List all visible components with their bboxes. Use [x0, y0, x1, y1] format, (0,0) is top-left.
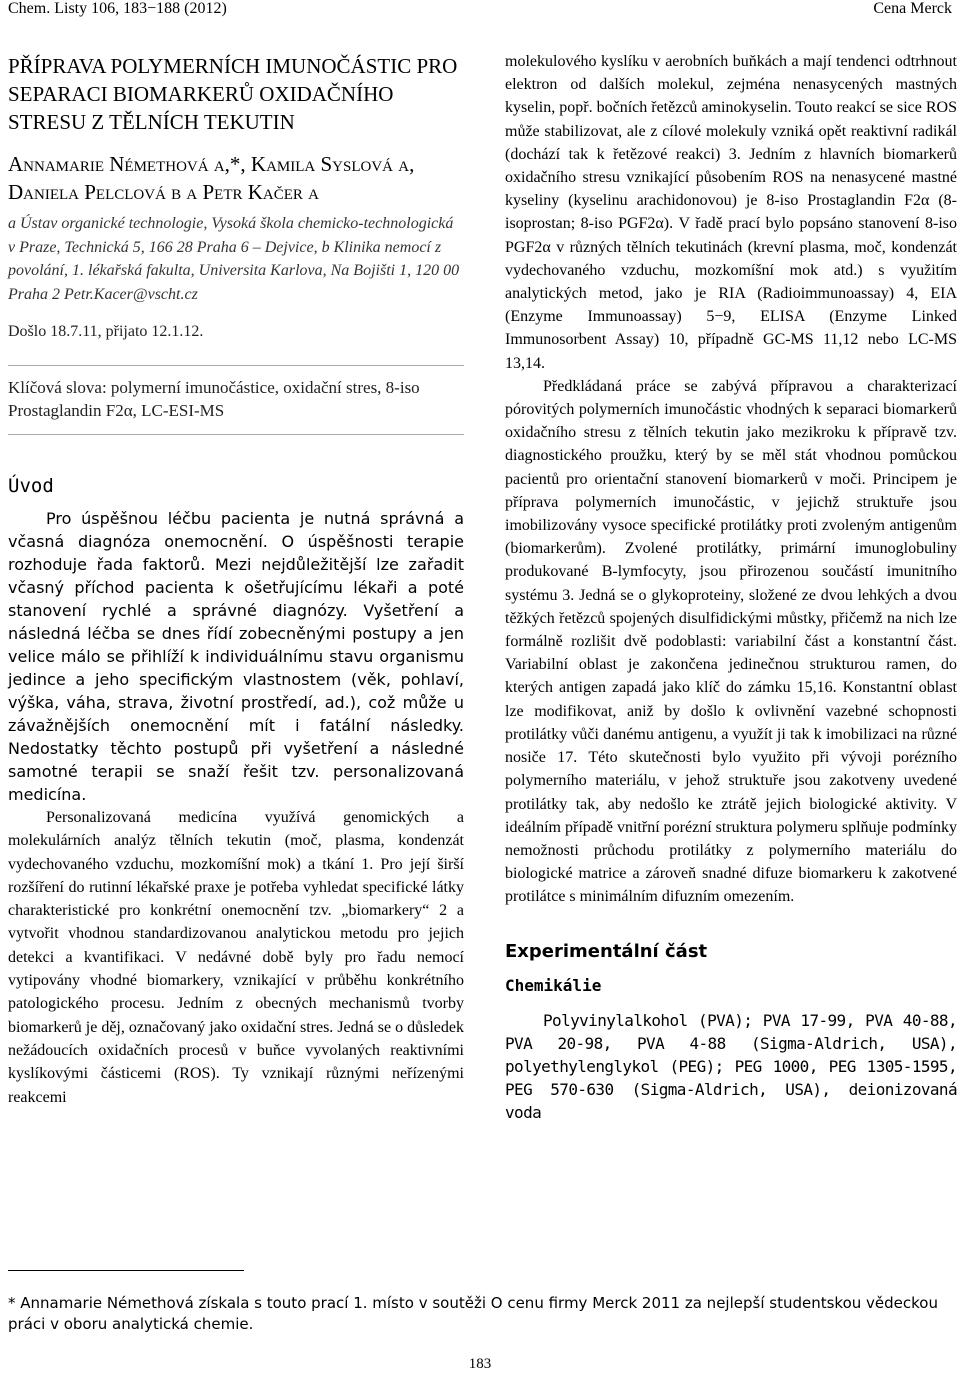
footnote-rule [8, 1270, 244, 1271]
left-column [8, 52, 464, 1109]
chemicals-paragraph: Polyvinylalkohol (PVA); PVA 17-99, PVA 40-88, PVA 20-98, PVA 4-88 (Sigma-Aldrich, USA), polyethylenglykol (PEG); PEG 1000, PEG 1305-1595, PEG 570-630 (Sigma-Aldrich, USA), deionizovaná voda [505, 1010, 957, 1122]
intro-paragraph-2: Personalizovaná medicína využívá genomických a molekulárních analýz tělních tekutin (moč, plasma, kondenzát vydechovaného vzduchu, mozkomíšní mok) a tkání 1. Pro její širší rozšíření do rutinní lékařské praxe je potřeba vyhledat specifické látky charakteristické pro konkrétní onemocnění tzv. „biomarkery“ 2 a vytvořit vhodnou standardizovanou analytickou metodu pro jejich detekci a kvantifikaci. V nedávné době byly pro řadu nemocí vytipovány vhodné biomarkery, vznikající v průběhu konkrétního patologického procesu. Jedním z obecných mechanismů tvorby biomarkerů je děj, označovaný jako oxidační stres. Jedná se o důsledek nežádoucích oxidačních procesů v buňce vyvolaných reaktivními kyslíkovými částicemi (ROS). Ty vznikají různými neřízenými reakcemi [8, 809, 464, 1106]
section-experimental-heading: Experimentální část [505, 940, 708, 962]
right-column [505, 50, 957, 1124]
affiliation: a Ústav organické technologie, Vysoká škola chemicko-technologická v Praze, Technická 5, 166 28 Praha 6 – Dejvice, b Klinika nemocí z povolání, 1. lékařská fakulta, Universita Karlova, Na Bojišti 1, 120 00 Praha 2 Petr.Kacer@vscht.cz [8, 215, 460, 303]
sponsor-header: Cena Merck [873, 0, 952, 17]
subsection-chemicals-heading: Chemikálie [505, 975, 602, 995]
intro-paragraph-1: Pro úspěšnou léčbu pacienta je nutná správná a včasná diagnóza onemocnění. O úspěšnosti terapie rozhoduje řada faktorů. Mezi nejdůležitější lze zařadit včasný příchod pacienta k ošetřujícímu lékaři a poté stanovení rychlé a správné diagnózy. Vyšetření a následná léčba se dnes řídí zobecněnými postupy a jen velice málo se přihlíží k individuálnímu stavu organismu jedince a jeho specifickým vlastnostem (věk, pohlaví, výška, váha, strava, životní prostředí, ad.), což může u závažnějších onemocnění mít i fatální následky. Nedostatky těchto postupů při vyšetření a následné samotné terapii se snaží řešit tzv. personalizovaná medicína. [8, 509, 464, 804]
keywords-box [8, 365, 464, 435]
right-paragraph-2: Předkládaná práce se zabývá přípravou a charakterizací pórovitých polymerních imunočástic vhodných k separaci biomarkerů oxidačního stresu z tělních tekutin jako mezikroku k přípravě tzv. diagnostického proužku, který by se měl stát vhodnou pomůckou pacientů pro orientační stanovení biomarkerů v moči. Principem je příprava polymerních imunočástic, v jejichž struktuře jsou imobilizovány vysoce specifické protilátky proti zvoleným antigenům (biomarkerům). Zvolené protilátky, primární imunoglobuliny produkované B-lymfocyty, jsou přirozenou součástí imunitního systému 3. Jedná se o glykoproteiny, složené ze dvou lehkých a dvou těžkých řetězců spojených disulfidickými můstky, přičemž na nich lze formálně rozlišit dvě podoblasti: variabilní část a konstantní část. Variabilní oblast je zakončena jedinečnou strukturou ramen, do kterých antigen zapadá jako klíč do zámku 15,16. Konstantní oblast lze modifikovat, aniž by došlo k ovlivnění vazebné schopnosti protilátky vůči danému antigenu, a využít ji tak k imobilizaci na různé nosiče 17. Této skutečnosti bylo využito při vývoji porézního polymerního materiálu, v jehož struktuře jsou zakotveny uvedené protilátky tak, aby nedošlo ke ztrátě jejich biologické aktivity. V ideálním případě vnitřní porézní struktura polymeru splňuje podmínky nemožnosti průchodu protilátky z polymerního materiálu do biologické matrice a zároveň snadné difuze biomarkeru k zakotvené protilátce s minimálním difuzním omezením. [505, 377, 957, 906]
right-paragraph-1: molekulového kyslíku v aerobních buňkách a mají tendenci odtrhnout elektron od dalších molekul, zejména nenasycených mastných kyselin, popř. bočních řetězců aminokyselin. Touto reakcí se sice ROS může stabilizovat, ale z cílové molekuly vzniká opět reaktivní radikál (dochází tak k řetězové reakci) 3. Jedním z hlavních biomarkerů oxidačního stresu vznikající působením ROS na nenasycené mastné kyseliny (kyselinu arachidonovou) je 8-iso Prostaglandin F2α (8-isoprostan; 8-iso PGF2α). V řadě prací bylo popsáno stanovení 8-iso PGF2α v různých tělních tekutinách (krevní plasma, moč, kondenzát vydechovaného vzduchu, mozkomíšní mok atd.) s využitím analytických metod, jako je RIA (Radioimmunoassay) 4, EIA (Enzyme Immunoassay) 5−9, ELISA (Enzyme Linked Immunosorbent Assay) 10, případně GC-MS 11,12 nebo LC-MS 13,14. [505, 53, 957, 372]
section-intro-heading: Úvod [8, 475, 54, 497]
page-number: 183 [468, 1356, 492, 1372]
article-title: PŘÍPRAVA POLYMERNÍCH IMUNOČÁSTIC PRO SEPARACI BIOMARKERŮ OXIDAČNÍHO STRESU Z TĚLNÍCH TEKUTIN [8, 54, 458, 134]
received-date: Došlo 18.7.11, přijato 12.1.12. [8, 323, 204, 340]
article-authors: Annamarie Némethová a,*, Kamila Syslová a, Daniela Pelclová b a Petr Kačer a [8, 152, 415, 204]
footnote: * Annamarie Némethová získala s touto prací 1. místo v soutěži O cenu firmy Merck 2011 za nejlepší studentskou vědeckou práci v oboru analytická chemie. [8, 1294, 938, 1333]
keywords: Klíčová slova: polymerní imunočástice, oxidační stres, 8-iso Prostaglandin F2α, LC-ESI-MS [8, 378, 420, 420]
journal-header: Chem. Listy 106, 183−188 (2012) [8, 0, 227, 17]
